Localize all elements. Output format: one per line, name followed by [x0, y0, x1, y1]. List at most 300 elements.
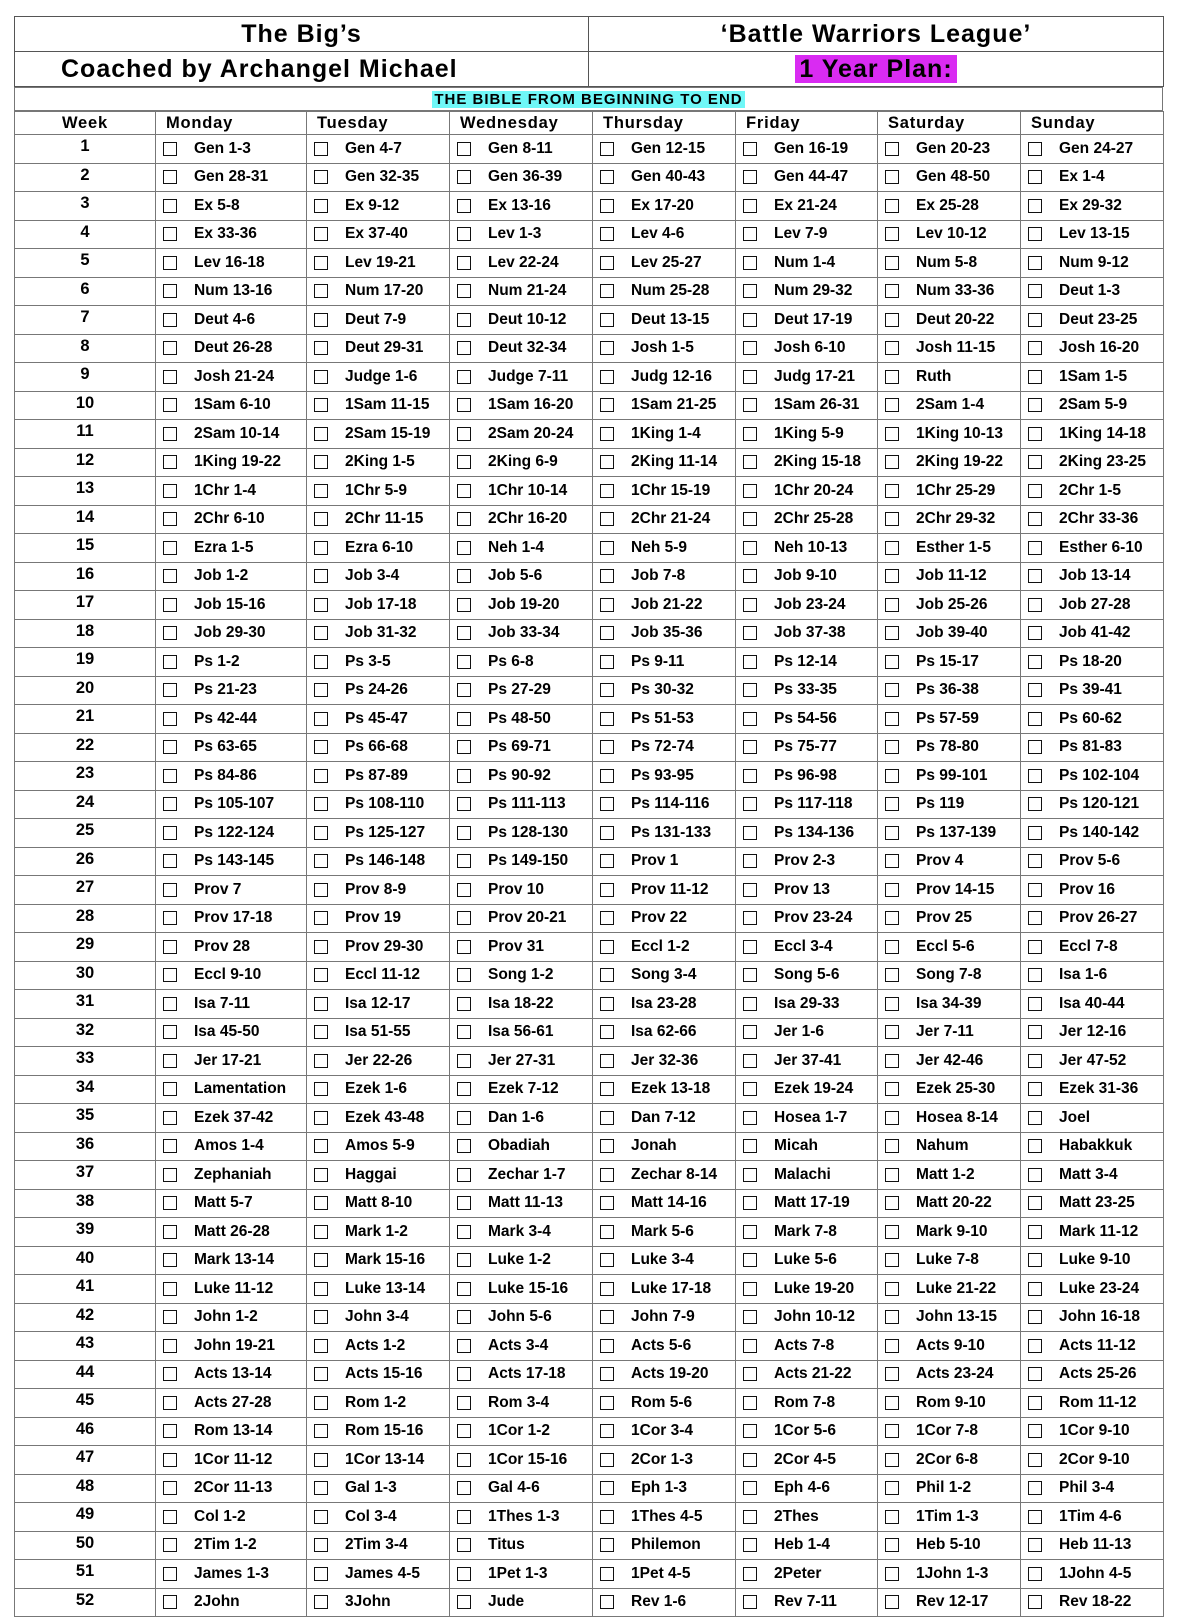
- checkbox[interactable]: [457, 1424, 471, 1438]
- checkbox[interactable]: [457, 1082, 471, 1096]
- checkbox[interactable]: [457, 1538, 471, 1552]
- checkbox[interactable]: [457, 1510, 471, 1524]
- checkbox[interactable]: [743, 911, 757, 925]
- checkbox[interactable]: [600, 854, 614, 868]
- checkbox[interactable]: [600, 1082, 614, 1096]
- checkbox[interactable]: [314, 170, 328, 184]
- checkbox[interactable]: [314, 1168, 328, 1182]
- checkbox[interactable]: [314, 398, 328, 412]
- checkbox[interactable]: [600, 940, 614, 954]
- checkbox[interactable]: [600, 284, 614, 298]
- checkbox[interactable]: [163, 683, 177, 697]
- checkbox[interactable]: [600, 997, 614, 1011]
- checkbox[interactable]: [163, 655, 177, 669]
- checkbox[interactable]: [1028, 1253, 1042, 1267]
- checkbox[interactable]: [743, 1396, 757, 1410]
- checkbox[interactable]: [314, 484, 328, 498]
- checkbox[interactable]: [1028, 1082, 1042, 1096]
- checkbox[interactable]: [457, 1054, 471, 1068]
- checkbox[interactable]: [314, 997, 328, 1011]
- checkbox[interactable]: [885, 341, 899, 355]
- checkbox[interactable]: [163, 1453, 177, 1467]
- checkbox[interactable]: [314, 341, 328, 355]
- checkbox[interactable]: [163, 1339, 177, 1353]
- checkbox[interactable]: [1028, 1139, 1042, 1153]
- checkbox[interactable]: [1028, 940, 1042, 954]
- checkbox[interactable]: [1028, 199, 1042, 213]
- checkbox[interactable]: [1028, 398, 1042, 412]
- checkbox[interactable]: [163, 740, 177, 754]
- checkbox[interactable]: [743, 370, 757, 384]
- checkbox[interactable]: [314, 142, 328, 156]
- checkbox[interactable]: [1028, 854, 1042, 868]
- checkbox[interactable]: [457, 968, 471, 982]
- checkbox[interactable]: [885, 1139, 899, 1153]
- checkbox[interactable]: [457, 911, 471, 925]
- checkbox[interactable]: [314, 227, 328, 241]
- checkbox[interactable]: [600, 1282, 614, 1296]
- checkbox[interactable]: [600, 883, 614, 897]
- checkbox[interactable]: [743, 598, 757, 612]
- checkbox[interactable]: [457, 427, 471, 441]
- checkbox[interactable]: [163, 199, 177, 213]
- checkbox[interactable]: [163, 455, 177, 469]
- checkbox[interactable]: [885, 883, 899, 897]
- checkbox[interactable]: [885, 541, 899, 555]
- checkbox[interactable]: [1028, 1282, 1042, 1296]
- checkbox[interactable]: [743, 227, 757, 241]
- checkbox[interactable]: [1028, 1111, 1042, 1125]
- checkbox[interactable]: [743, 655, 757, 669]
- checkbox[interactable]: [163, 512, 177, 526]
- checkbox[interactable]: [743, 997, 757, 1011]
- checkbox[interactable]: [1028, 826, 1042, 840]
- checkbox[interactable]: [1028, 569, 1042, 583]
- checkbox[interactable]: [314, 598, 328, 612]
- checkbox[interactable]: [885, 1310, 899, 1324]
- checkbox[interactable]: [743, 1025, 757, 1039]
- checkbox[interactable]: [600, 769, 614, 783]
- checkbox[interactable]: [457, 199, 471, 213]
- checkbox[interactable]: [314, 1253, 328, 1267]
- checkbox[interactable]: [1028, 1567, 1042, 1581]
- checkbox[interactable]: [163, 1082, 177, 1096]
- checkbox[interactable]: [743, 740, 757, 754]
- checkbox[interactable]: [600, 1510, 614, 1524]
- checkbox[interactable]: [457, 142, 471, 156]
- checkbox[interactable]: [885, 1282, 899, 1296]
- checkbox[interactable]: [743, 284, 757, 298]
- checkbox[interactable]: [885, 1396, 899, 1410]
- checkbox[interactable]: [1028, 1396, 1042, 1410]
- checkbox[interactable]: [457, 740, 471, 754]
- checkbox[interactable]: [457, 1396, 471, 1410]
- checkbox[interactable]: [885, 712, 899, 726]
- checkbox[interactable]: [1028, 1025, 1042, 1039]
- checkbox[interactable]: [1028, 911, 1042, 925]
- checkbox[interactable]: [163, 940, 177, 954]
- checkbox[interactable]: [1028, 1424, 1042, 1438]
- checkbox[interactable]: [457, 940, 471, 954]
- checkbox[interactable]: [743, 1453, 757, 1467]
- checkbox[interactable]: [314, 940, 328, 954]
- checkbox[interactable]: [885, 455, 899, 469]
- checkbox[interactable]: [600, 199, 614, 213]
- checkbox[interactable]: [1028, 341, 1042, 355]
- checkbox[interactable]: [314, 1339, 328, 1353]
- checkbox[interactable]: [163, 484, 177, 498]
- checkbox[interactable]: [743, 1595, 757, 1609]
- checkbox[interactable]: [163, 341, 177, 355]
- checkbox[interactable]: [600, 655, 614, 669]
- checkbox[interactable]: [1028, 512, 1042, 526]
- checkbox[interactable]: [885, 398, 899, 412]
- checkbox[interactable]: [885, 313, 899, 327]
- checkbox[interactable]: [457, 1225, 471, 1239]
- checkbox[interactable]: [743, 1481, 757, 1495]
- checkbox[interactable]: [743, 1339, 757, 1353]
- checkbox[interactable]: [743, 854, 757, 868]
- checkbox[interactable]: [163, 398, 177, 412]
- checkbox[interactable]: [743, 683, 757, 697]
- checkbox[interactable]: [163, 256, 177, 270]
- checkbox[interactable]: [314, 655, 328, 669]
- checkbox[interactable]: [885, 1082, 899, 1096]
- checkbox[interactable]: [885, 740, 899, 754]
- checkbox[interactable]: [314, 626, 328, 640]
- checkbox[interactable]: [600, 797, 614, 811]
- checkbox[interactable]: [457, 683, 471, 697]
- checkbox[interactable]: [314, 512, 328, 526]
- checkbox[interactable]: [600, 1424, 614, 1438]
- checkbox[interactable]: [743, 484, 757, 498]
- checkbox[interactable]: [457, 1139, 471, 1153]
- checkbox[interactable]: [743, 398, 757, 412]
- checkbox[interactable]: [163, 227, 177, 241]
- checkbox[interactable]: [1028, 769, 1042, 783]
- checkbox[interactable]: [600, 1054, 614, 1068]
- checkbox[interactable]: [743, 541, 757, 555]
- checkbox[interactable]: [314, 1225, 328, 1239]
- checkbox[interactable]: [600, 598, 614, 612]
- checkbox[interactable]: [314, 1595, 328, 1609]
- checkbox[interactable]: [743, 313, 757, 327]
- checkbox[interactable]: [457, 370, 471, 384]
- checkbox[interactable]: [163, 997, 177, 1011]
- checkbox[interactable]: [743, 1367, 757, 1381]
- checkbox[interactable]: [163, 598, 177, 612]
- checkbox[interactable]: [163, 1424, 177, 1438]
- checkbox[interactable]: [314, 569, 328, 583]
- checkbox[interactable]: [743, 256, 757, 270]
- checkbox[interactable]: [457, 284, 471, 298]
- checkbox[interactable]: [457, 1367, 471, 1381]
- checkbox[interactable]: [314, 740, 328, 754]
- checkbox[interactable]: [600, 826, 614, 840]
- checkbox[interactable]: [885, 1453, 899, 1467]
- checkbox[interactable]: [314, 284, 328, 298]
- checkbox[interactable]: [600, 740, 614, 754]
- checkbox[interactable]: [743, 1310, 757, 1324]
- checkbox[interactable]: [743, 1054, 757, 1068]
- checkbox[interactable]: [600, 512, 614, 526]
- checkbox[interactable]: [885, 199, 899, 213]
- checkbox[interactable]: [457, 256, 471, 270]
- checkbox[interactable]: [314, 1196, 328, 1210]
- checkbox[interactable]: [457, 826, 471, 840]
- checkbox[interactable]: [457, 1595, 471, 1609]
- checkbox[interactable]: [885, 370, 899, 384]
- checkbox[interactable]: [743, 1082, 757, 1096]
- checkbox[interactable]: [600, 626, 614, 640]
- checkbox[interactable]: [885, 1253, 899, 1267]
- checkbox[interactable]: [1028, 170, 1042, 184]
- checkbox[interactable]: [457, 1453, 471, 1467]
- checkbox[interactable]: [1028, 740, 1042, 754]
- checkbox[interactable]: [1028, 1310, 1042, 1324]
- checkbox[interactable]: [314, 1054, 328, 1068]
- checkbox[interactable]: [314, 826, 328, 840]
- checkbox[interactable]: [314, 199, 328, 213]
- checkbox[interactable]: [743, 569, 757, 583]
- checkbox[interactable]: [885, 569, 899, 583]
- checkbox[interactable]: [457, 1282, 471, 1296]
- checkbox[interactable]: [1028, 712, 1042, 726]
- checkbox[interactable]: [1028, 313, 1042, 327]
- checkbox[interactable]: [743, 1168, 757, 1182]
- checkbox[interactable]: [1028, 598, 1042, 612]
- checkbox[interactable]: [600, 1253, 614, 1267]
- checkbox[interactable]: [743, 1225, 757, 1239]
- checkbox[interactable]: [743, 940, 757, 954]
- checkbox[interactable]: [314, 455, 328, 469]
- checkbox[interactable]: [163, 1025, 177, 1039]
- checkbox[interactable]: [314, 911, 328, 925]
- checkbox[interactable]: [163, 1367, 177, 1381]
- checkbox[interactable]: [600, 1367, 614, 1381]
- checkbox[interactable]: [314, 968, 328, 982]
- checkbox[interactable]: [600, 569, 614, 583]
- checkbox[interactable]: [457, 1481, 471, 1495]
- checkbox[interactable]: [163, 712, 177, 726]
- checkbox[interactable]: [163, 1567, 177, 1581]
- checkbox[interactable]: [743, 1538, 757, 1552]
- checkbox[interactable]: [163, 911, 177, 925]
- checkbox[interactable]: [163, 1310, 177, 1324]
- checkbox[interactable]: [163, 1054, 177, 1068]
- checkbox[interactable]: [885, 284, 899, 298]
- checkbox[interactable]: [885, 655, 899, 669]
- checkbox[interactable]: [600, 427, 614, 441]
- checkbox[interactable]: [885, 997, 899, 1011]
- checkbox[interactable]: [600, 455, 614, 469]
- checkbox[interactable]: [314, 1396, 328, 1410]
- checkbox[interactable]: [163, 1253, 177, 1267]
- checkbox[interactable]: [314, 256, 328, 270]
- checkbox[interactable]: [457, 512, 471, 526]
- checkbox[interactable]: [457, 541, 471, 555]
- checkbox[interactable]: [600, 1025, 614, 1039]
- checkbox[interactable]: [743, 170, 757, 184]
- checkbox[interactable]: [457, 227, 471, 241]
- checkbox[interactable]: [885, 1168, 899, 1182]
- checkbox[interactable]: [600, 1453, 614, 1467]
- checkbox[interactable]: [885, 826, 899, 840]
- checkbox[interactable]: [1028, 997, 1042, 1011]
- checkbox[interactable]: [314, 1310, 328, 1324]
- checkbox[interactable]: [1028, 455, 1042, 469]
- checkbox[interactable]: [314, 427, 328, 441]
- checkbox[interactable]: [600, 1196, 614, 1210]
- checkbox[interactable]: [314, 1367, 328, 1381]
- checkbox[interactable]: [743, 883, 757, 897]
- checkbox[interactable]: [885, 626, 899, 640]
- checkbox[interactable]: [885, 170, 899, 184]
- checkbox[interactable]: [743, 1139, 757, 1153]
- checkbox[interactable]: [743, 1282, 757, 1296]
- checkbox[interactable]: [314, 1282, 328, 1296]
- checkbox[interactable]: [885, 256, 899, 270]
- checkbox[interactable]: [600, 170, 614, 184]
- checkbox[interactable]: [600, 370, 614, 384]
- checkbox[interactable]: [314, 1025, 328, 1039]
- checkbox[interactable]: [885, 1567, 899, 1581]
- checkbox[interactable]: [457, 997, 471, 1011]
- checkbox[interactable]: [743, 826, 757, 840]
- checkbox[interactable]: [743, 455, 757, 469]
- checkbox[interactable]: [457, 1196, 471, 1210]
- checkbox[interactable]: [163, 427, 177, 441]
- checkbox[interactable]: [600, 968, 614, 982]
- checkbox[interactable]: [163, 170, 177, 184]
- checkbox[interactable]: [1028, 284, 1042, 298]
- checkbox[interactable]: [1028, 626, 1042, 640]
- checkbox[interactable]: [600, 484, 614, 498]
- checkbox[interactable]: [600, 1339, 614, 1353]
- checkbox[interactable]: [1028, 370, 1042, 384]
- checkbox[interactable]: [1028, 883, 1042, 897]
- checkbox[interactable]: [1028, 427, 1042, 441]
- checkbox[interactable]: [885, 911, 899, 925]
- checkbox[interactable]: [1028, 1481, 1042, 1495]
- checkbox[interactable]: [1028, 1510, 1042, 1524]
- checkbox[interactable]: [885, 1367, 899, 1381]
- checkbox[interactable]: [885, 1196, 899, 1210]
- checkbox[interactable]: [600, 1111, 614, 1125]
- checkbox[interactable]: [743, 968, 757, 982]
- checkbox[interactable]: [163, 826, 177, 840]
- checkbox[interactable]: [163, 968, 177, 982]
- checkbox[interactable]: [600, 227, 614, 241]
- checkbox[interactable]: [885, 683, 899, 697]
- checkbox[interactable]: [743, 1253, 757, 1267]
- checkbox[interactable]: [743, 712, 757, 726]
- checkbox[interactable]: [163, 1111, 177, 1125]
- checkbox[interactable]: [314, 1453, 328, 1467]
- checkbox[interactable]: [163, 541, 177, 555]
- checkbox[interactable]: [885, 1111, 899, 1125]
- checkbox[interactable]: [457, 1168, 471, 1182]
- checkbox[interactable]: [743, 1196, 757, 1210]
- checkbox[interactable]: [600, 1139, 614, 1153]
- checkbox[interactable]: [600, 1168, 614, 1182]
- checkbox[interactable]: [163, 1510, 177, 1524]
- checkbox[interactable]: [457, 1025, 471, 1039]
- checkbox[interactable]: [457, 1253, 471, 1267]
- checkbox[interactable]: [885, 1481, 899, 1495]
- checkbox[interactable]: [743, 427, 757, 441]
- checkbox[interactable]: [885, 1225, 899, 1239]
- checkbox[interactable]: [600, 1481, 614, 1495]
- checkbox[interactable]: [743, 341, 757, 355]
- checkbox[interactable]: [600, 142, 614, 156]
- checkbox[interactable]: [600, 1567, 614, 1581]
- checkbox[interactable]: [600, 1595, 614, 1609]
- checkbox[interactable]: [163, 1168, 177, 1182]
- checkbox[interactable]: [457, 769, 471, 783]
- checkbox[interactable]: [600, 911, 614, 925]
- checkbox[interactable]: [457, 313, 471, 327]
- checkbox[interactable]: [1028, 1367, 1042, 1381]
- checkbox[interactable]: [885, 512, 899, 526]
- checkbox[interactable]: [743, 769, 757, 783]
- checkbox[interactable]: [600, 1225, 614, 1239]
- checkbox[interactable]: [457, 712, 471, 726]
- checkbox[interactable]: [885, 769, 899, 783]
- checkbox[interactable]: [743, 1111, 757, 1125]
- checkbox[interactable]: [163, 1282, 177, 1296]
- checkbox[interactable]: [1028, 1225, 1042, 1239]
- checkbox[interactable]: [163, 142, 177, 156]
- checkbox[interactable]: [1028, 1168, 1042, 1182]
- checkbox[interactable]: [163, 1538, 177, 1552]
- checkbox[interactable]: [314, 1139, 328, 1153]
- checkbox[interactable]: [600, 1310, 614, 1324]
- checkbox[interactable]: [600, 341, 614, 355]
- checkbox[interactable]: [163, 313, 177, 327]
- checkbox[interactable]: [163, 797, 177, 811]
- checkbox[interactable]: [314, 769, 328, 783]
- checkbox[interactable]: [1028, 1453, 1042, 1467]
- checkbox[interactable]: [314, 797, 328, 811]
- checkbox[interactable]: [314, 683, 328, 697]
- checkbox[interactable]: [163, 883, 177, 897]
- checkbox[interactable]: [314, 1111, 328, 1125]
- checkbox[interactable]: [885, 142, 899, 156]
- checkbox[interactable]: [314, 1424, 328, 1438]
- checkbox[interactable]: [600, 712, 614, 726]
- checkbox[interactable]: [600, 398, 614, 412]
- checkbox[interactable]: [314, 313, 328, 327]
- checkbox[interactable]: [457, 626, 471, 640]
- checkbox[interactable]: [1028, 1595, 1042, 1609]
- checkbox[interactable]: [163, 769, 177, 783]
- checkbox[interactable]: [457, 170, 471, 184]
- checkbox[interactable]: [457, 598, 471, 612]
- checkbox[interactable]: [314, 541, 328, 555]
- checkbox[interactable]: [457, 398, 471, 412]
- checkbox[interactable]: [163, 1595, 177, 1609]
- checkbox[interactable]: [314, 712, 328, 726]
- checkbox[interactable]: [1028, 1054, 1042, 1068]
- checkbox[interactable]: [600, 313, 614, 327]
- checkbox[interactable]: [1028, 1339, 1042, 1353]
- checkbox[interactable]: [457, 1310, 471, 1324]
- checkbox[interactable]: [1028, 256, 1042, 270]
- checkbox[interactable]: [885, 854, 899, 868]
- checkbox[interactable]: [163, 1196, 177, 1210]
- checkbox[interactable]: [1028, 1196, 1042, 1210]
